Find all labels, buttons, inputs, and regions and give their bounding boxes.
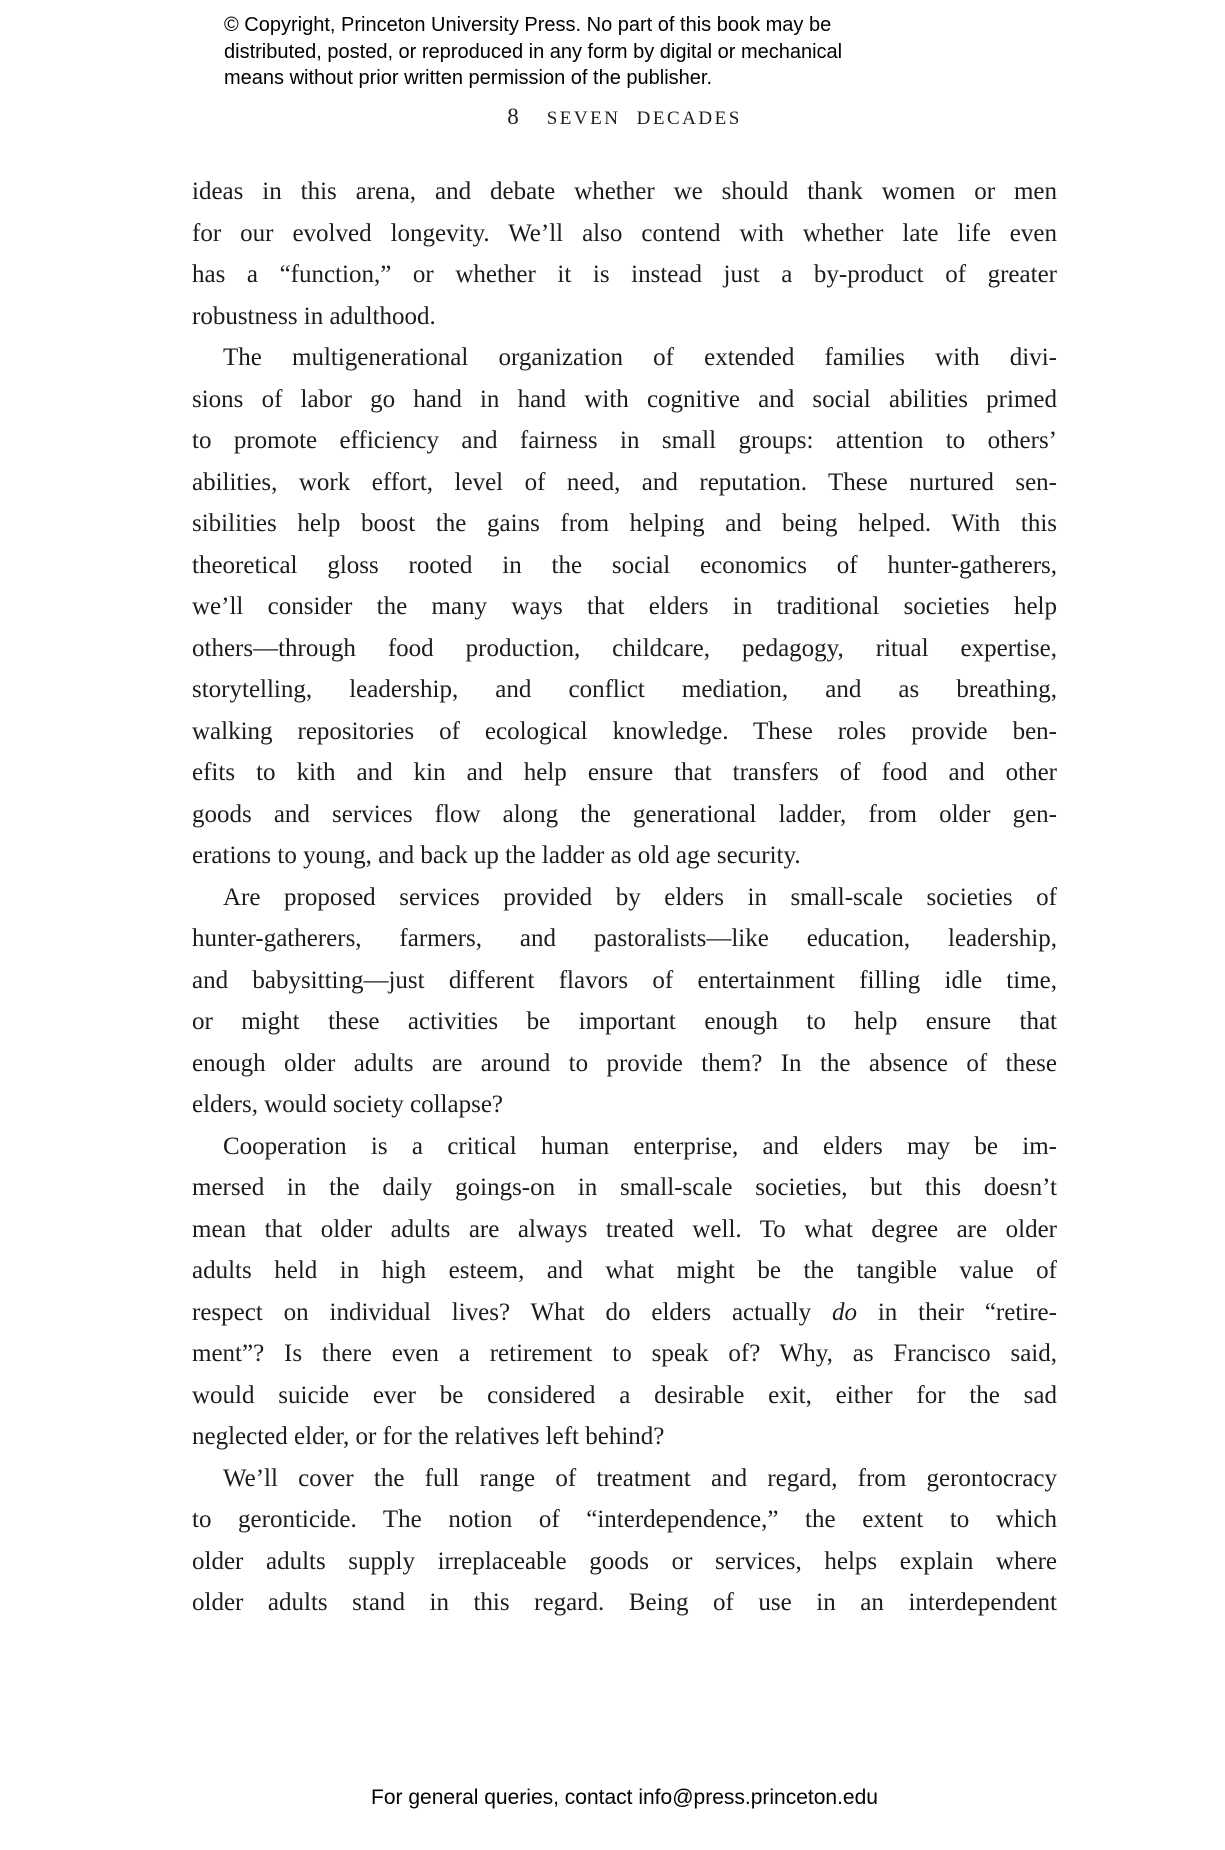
text-line: older adults supply irreplaceable goods or services, helps explain where xyxy=(192,1547,1057,1575)
text-line: robustness in adulthood. xyxy=(192,302,436,330)
text-line: neglected elder, or for the relatives left behind? xyxy=(192,1423,665,1450)
text-line: Are proposed services provided by elders in small-scale societies of xyxy=(223,883,1057,911)
text-line: walking repositories of ecological knowledge. These roles provide ben- xyxy=(192,717,1057,745)
text-line: adults held in high esteem, and what might be the tangible value of xyxy=(192,1257,1057,1284)
text-line: would suicide ever be considered a desirable exit, either for the sad xyxy=(192,1381,1057,1409)
text-line: enough older adults are around to provide them? In the absence of these xyxy=(192,1049,1057,1077)
text-line: erations to young, and back up the ladder as old age security. xyxy=(192,842,801,869)
text-line: has a “function,” or whether it is instead just a by-product of greater xyxy=(192,261,1057,288)
chapter-running-title: SEVEN DECADES xyxy=(546,108,742,129)
text-line: mersed in the daily goings-on in small-scale societies, but this doesn’t xyxy=(192,1174,1057,1201)
text-line: or might these activities be important enough to help ensure that xyxy=(192,1008,1057,1035)
text-line: We’ll cover the full range of treatment and regard, from gerontocracy xyxy=(223,1464,1057,1492)
text-line: to geronticide. The notion of “interdependence,” the extent to which xyxy=(192,1506,1057,1533)
text-line: others—through food production, childcare, pedagogy, ritual expertise, xyxy=(192,634,1057,662)
text-line xyxy=(192,1292,1057,1334)
text-line: for our evolved longevity. We’ll also contend with whether late life even xyxy=(192,219,1057,247)
text-line: hunter-gatherers, farmers, and pastoralists—like education, leadership, xyxy=(192,925,1057,952)
copyright-notice xyxy=(224,12,842,92)
text-line: older adults stand in this regard. Being of use in an interdependent xyxy=(192,1589,1057,1616)
text-line: sibilities help boost the gains from helping and being helped. With this xyxy=(192,510,1057,537)
text-line: elders, would society collapse? xyxy=(192,1091,504,1118)
text-line: we’ll consider the many ways that elders in traditional societies help xyxy=(192,593,1057,620)
page-number: 8 xyxy=(507,104,519,129)
body-text xyxy=(192,171,1057,1624)
text-line: ideas in this arena, and debate whether we should thank women or men xyxy=(192,178,1057,205)
copyright-line: means without prior written permission of the publisher. xyxy=(224,67,713,89)
text-line: storytelling, leadership, and conflict mediation, and as breathing, xyxy=(192,676,1057,703)
copyright-line: © Copyright, Princeton University Press. No part of this book may be xyxy=(224,14,832,36)
text-segment: respect on individual lives? What do elders actually xyxy=(192,1298,832,1326)
text-line: Cooperation is a critical human enterprise, and elders may be im- xyxy=(223,1132,1057,1160)
copyright-line: distributed, posted, or reproduced in any form by digital or mechanical xyxy=(224,40,843,63)
text-line: ment”? Is there even a retirement to speak of? Why, as Francisco said, xyxy=(192,1340,1057,1367)
text-segment: in their “retire- xyxy=(856,1298,1057,1326)
running-head xyxy=(192,104,1057,130)
text-line: sions of labor go hand in hand with cognitive and social abilities primed xyxy=(192,385,1057,413)
text-line: goods and services flow along the generational ladder, from older gen- xyxy=(192,800,1057,828)
text-line: theoretical gloss rooted in the social economics of hunter-gatherers, xyxy=(192,551,1057,579)
text-line: to promote efficiency and fairness in small groups: attention to others’ xyxy=(192,427,1057,454)
footer-queries: For general queries, contact info@press.princeton.edu xyxy=(371,1786,878,1809)
text-line: efits to kith and kin and help ensure that transfers of food and other xyxy=(192,759,1057,786)
text-line: The multigenerational organization of extended families with divi- xyxy=(223,344,1057,371)
text-line: abilities, work effort, level of need, and reputation. These nurtured sen- xyxy=(192,468,1057,496)
italic-text: do xyxy=(831,1298,857,1326)
text-line: mean that older adults are always treated well. To what degree are older xyxy=(192,1215,1057,1243)
text-line: and babysitting—just different flavors of entertainment filling idle time, xyxy=(192,966,1057,994)
